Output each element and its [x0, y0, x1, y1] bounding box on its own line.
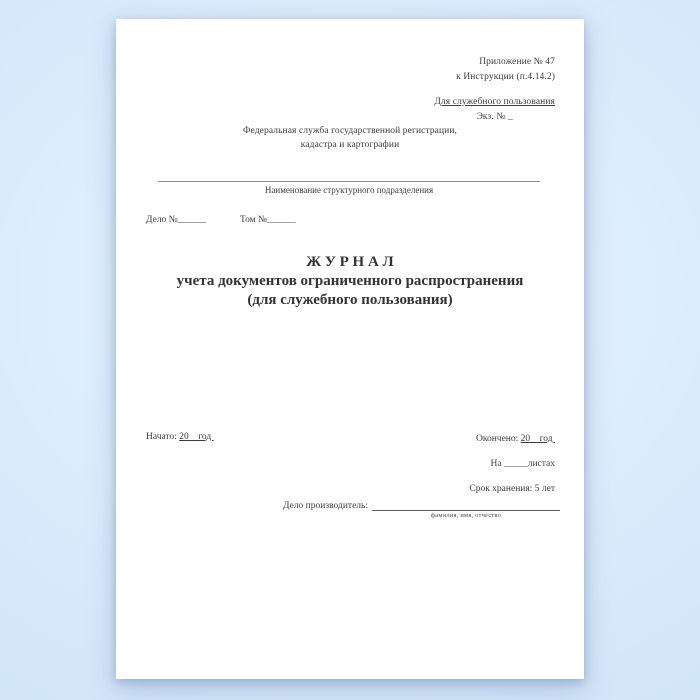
appendix-block — [434, 55, 555, 124]
division-caption: Наименование структурного подразделения — [264, 185, 434, 195]
finish-info-column — [469, 432, 555, 507]
started-label: Начато: — [146, 432, 177, 442]
restricted-use-stamp: Для служебного пользования — [434, 97, 555, 107]
document-title — [116, 253, 584, 310]
clerk-caption: фамилия, имя, отчество — [430, 512, 502, 519]
instruction-reference: к Инструкции (п.4.14.2) — [456, 71, 555, 82]
started-value: 20 год — [179, 432, 214, 442]
volume-number-field: Том №______ — [240, 215, 296, 225]
agency-name-line2: кадастра и картографии — [300, 139, 400, 150]
restricted-use-block — [434, 95, 555, 124]
document-page — [116, 19, 584, 679]
copy-number: Экз. № _ — [476, 111, 513, 122]
title-restriction: (для служебного пользования) — [247, 292, 453, 308]
clerk-row — [283, 498, 560, 519]
sheets-field: На _____листах — [490, 459, 555, 469]
clerk-fill-line — [372, 498, 560, 519]
title-subject: учета документов ограниченного распространения — [176, 273, 524, 289]
agency-name — [116, 125, 584, 152]
finished-label: Окончено: — [475, 434, 519, 444]
finished-field — [469, 432, 555, 446]
finished-value: 20 год — [520, 434, 555, 444]
retention-period: Срок хранения: 5 лет — [469, 484, 555, 494]
started-field — [146, 432, 214, 442]
appendix-number: Приложение № 47 — [479, 57, 555, 67]
agency-name-line1: Федеральная служба государственной регистрации, — [242, 126, 458, 136]
case-number-field: Дело №______ — [146, 215, 207, 225]
clerk-label: Дело производитель: — [283, 501, 368, 511]
division-fill-line — [158, 181, 540, 182]
title-word-journal: Ж У Р Н А Л — [306, 254, 394, 270]
